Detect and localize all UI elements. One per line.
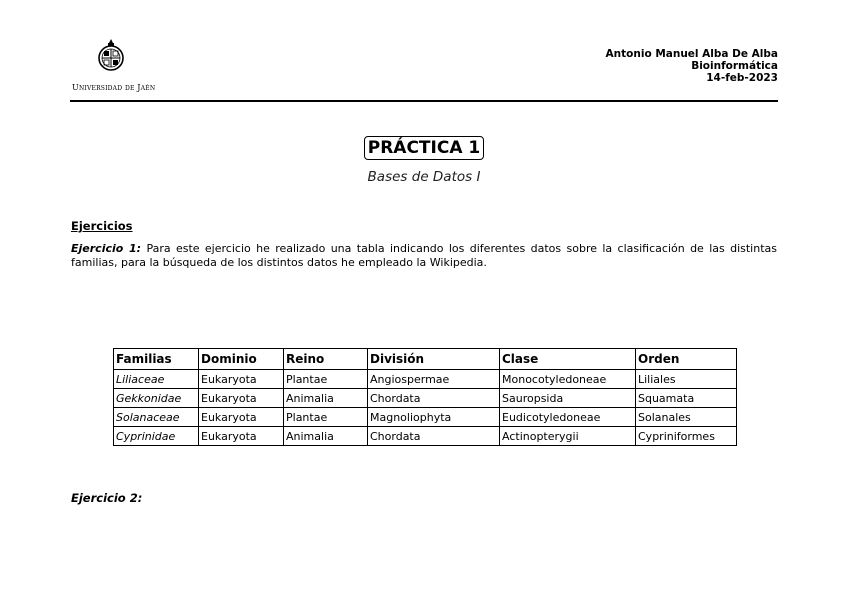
header-rule [70, 100, 778, 102]
page-title: PRÁCTICA 1 [364, 136, 484, 160]
table-row [114, 389, 737, 408]
table-cell: Solanales [636, 408, 737, 427]
column-header: Clase [500, 349, 636, 370]
table-cell: Eukaryota [199, 408, 284, 427]
table-cell: Liliaceae [114, 370, 199, 389]
column-header: Reino [284, 349, 368, 370]
table-cell: Plantae [284, 370, 368, 389]
table-cell: Cyprinidae [114, 427, 199, 446]
table-cell: Monocotyledoneae [500, 370, 636, 389]
column-header: Dominio [199, 349, 284, 370]
table-cell: Squamata [636, 389, 737, 408]
exercise-1-label: Ejercicio 1: [71, 242, 142, 255]
table-cell: Sauropsida [500, 389, 636, 408]
table-cell: Chordata [368, 427, 500, 446]
column-header: División [368, 349, 500, 370]
exercise-1-text: Para este ejercicio he realizado una tabla indicando los diferentes datos sobre la clasificación de las distintas familias, para la búsqueda de los distintos datos he empleado la Wikipedia. [71, 242, 777, 269]
table-cell: Animalia [284, 427, 368, 446]
table-cell: Chordata [368, 389, 500, 408]
table-cell: Gekkonidae [114, 389, 199, 408]
page-subtitle: Bases de Datos I [367, 169, 481, 185]
table-row [114, 408, 737, 427]
table-cell: Plantae [284, 408, 368, 427]
document-date: 14-feb-2023 [706, 72, 778, 84]
column-header: Orden [636, 349, 737, 370]
table-cell: Angiospermae [368, 370, 500, 389]
classification-table [113, 348, 737, 446]
university-seal-icon [96, 38, 126, 74]
section-heading: Ejercicios [71, 219, 133, 233]
table-header-row [114, 349, 737, 370]
table-cell: Eudicotyledoneae [500, 408, 636, 427]
table-cell: Magnoliophyta [368, 408, 500, 427]
author-name: Antonio Manuel Alba De Alba [605, 48, 778, 60]
table-cell: Cypriniformes [636, 427, 737, 446]
table-row [114, 370, 737, 389]
university-logo [72, 38, 172, 94]
table-cell: Actinopterygii [500, 427, 636, 446]
table-cell: Eukaryota [199, 427, 284, 446]
table-cell: Eukaryota [199, 389, 284, 408]
table-cell: Animalia [284, 389, 368, 408]
table-cell: Liliales [636, 370, 737, 389]
exercise-1-paragraph [71, 242, 777, 270]
subject-name: Bioinformática [691, 60, 778, 72]
table-row [114, 427, 737, 446]
table-cell: Solanaceae [114, 408, 199, 427]
column-header: Familias [114, 349, 199, 370]
logo-text: Universidad de Jaén [72, 83, 156, 92]
exercise-2-label: Ejercicio 2: [71, 491, 143, 505]
document-header-info [606, 48, 778, 84]
table-cell: Eukaryota [199, 370, 284, 389]
